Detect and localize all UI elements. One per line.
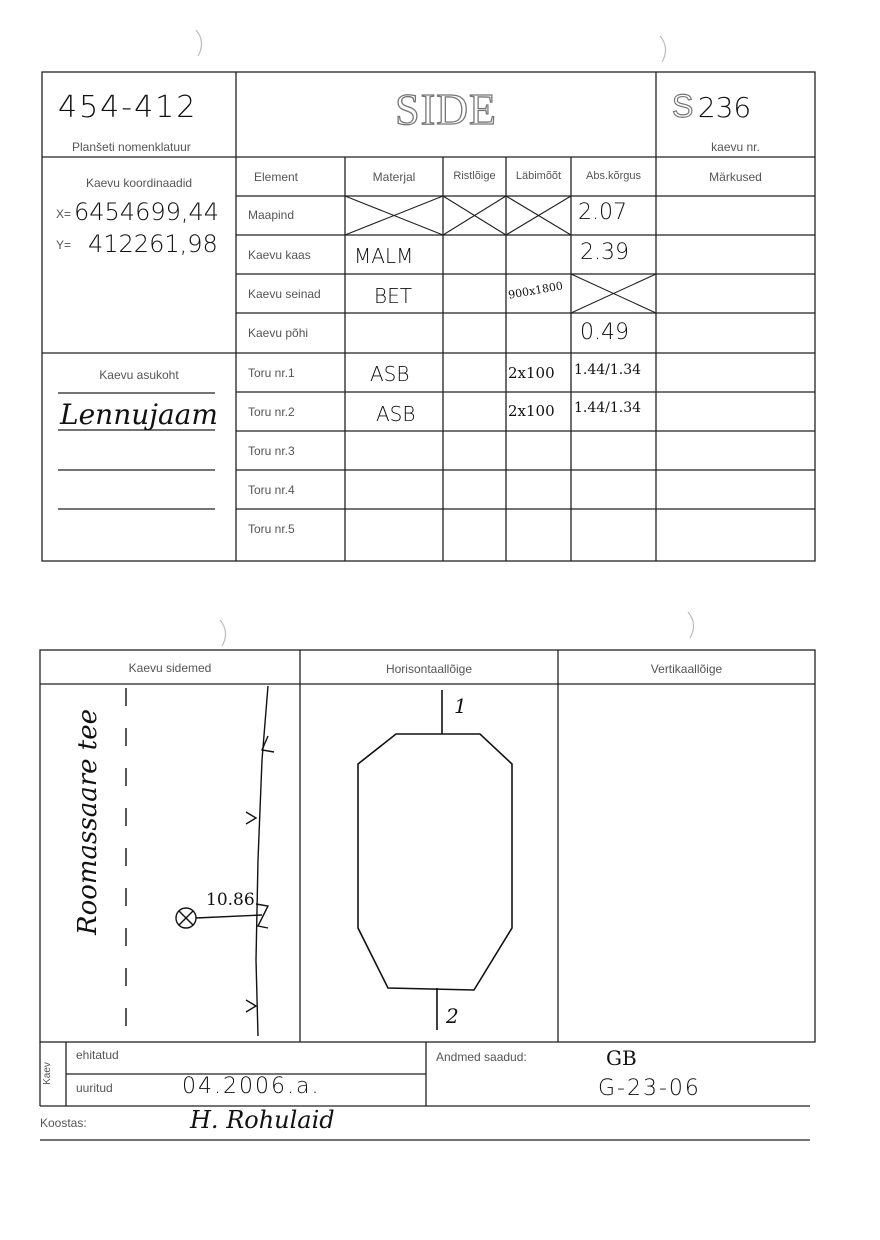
well-prefix: S (672, 88, 694, 124)
nomenclature-label: Planšeti nomenklatuur (72, 140, 191, 154)
row-element-label: Toru nr.5 (248, 522, 295, 536)
nomenclature-value: 454-412 (58, 90, 198, 125)
data-source: GB (606, 1046, 637, 1070)
col-header-height: Abs.kõrgus (585, 170, 642, 182)
row-element-label: Kaevu seinad (248, 287, 321, 301)
cell-material: ASB (370, 362, 410, 386)
data-reference: G-23-06 (598, 1076, 701, 1101)
col-header-cross: Ristlõige (453, 170, 496, 182)
pipe-1-label: 1 (454, 694, 467, 718)
location-label: Kaevu asukoht (99, 368, 179, 382)
y-label: Y= (56, 238, 72, 252)
connections-sketch (126, 686, 274, 1036)
street-name: Roomassaare tee (73, 708, 103, 935)
row-element-label: Kaevu põhi (248, 326, 309, 340)
well-number-group (672, 88, 751, 125)
cell-height: 1.44/1.34 (574, 400, 642, 416)
cell-material: MALM (354, 244, 414, 268)
connections-label: Kaevu sidemed (128, 661, 212, 675)
col-header-element: Element (253, 170, 299, 184)
row-element-label: Maapind (248, 208, 295, 222)
col-header-material: Materjal (372, 170, 416, 184)
y-value: 412261,98 (88, 230, 218, 258)
cell-height: 1.44/1.34 (574, 362, 642, 378)
cell-material: BET (374, 284, 412, 308)
distance-label: 10.86 (206, 890, 255, 910)
rebuilt-label: ehitatud (76, 1048, 119, 1062)
x-value: 6454699,44 (74, 198, 220, 226)
cell-diameter: 900x1800 (507, 279, 564, 302)
data-received-label: Andmed saadud: (436, 1050, 527, 1064)
surveyed-value: 04.2006.a. (182, 1074, 321, 1099)
well-number: 236 (697, 91, 752, 124)
row-element-label: Toru nr.3 (248, 444, 295, 458)
cell-height: 2.07 (578, 200, 627, 225)
col-header-notes: Märkused (709, 170, 762, 184)
card-title: SIDE (395, 85, 497, 134)
row-element-label: Toru nr.2 (248, 405, 295, 419)
vertical-section-label: Vertikaallõige (650, 662, 723, 676)
compiled-value: H. Rohulaid (190, 1106, 335, 1134)
cell-material: ASB (376, 402, 416, 426)
x-label: X= (56, 207, 72, 221)
coordinates-label: Kaevu koordinaadid (85, 176, 193, 190)
surveyed-label: uuritud (76, 1081, 113, 1095)
col-header-diameter: Läbimõõt (515, 170, 562, 182)
well-number-label: kaevu nr. (711, 140, 760, 154)
horizontal-section-label: Horisontaallõige (385, 662, 473, 676)
pipe-2-label: 2 (446, 1004, 459, 1028)
cell-height: 0.49 (580, 320, 629, 345)
cell-diameter: 2x100 (508, 364, 555, 382)
compiled-label: Koostas: (40, 1116, 87, 1130)
location-value: Lennujaam (60, 398, 218, 431)
row-element-label: Kaevu kaas (248, 248, 311, 262)
cell-diameter: 2x100 (508, 402, 555, 420)
horizontal-section (358, 690, 512, 1030)
cell-height: 2.39 (580, 240, 629, 265)
footer-side-label: Kaev (41, 1062, 53, 1085)
row-element-label: Toru nr.4 (248, 483, 295, 497)
row-element-label: Toru nr.1 (248, 366, 295, 380)
